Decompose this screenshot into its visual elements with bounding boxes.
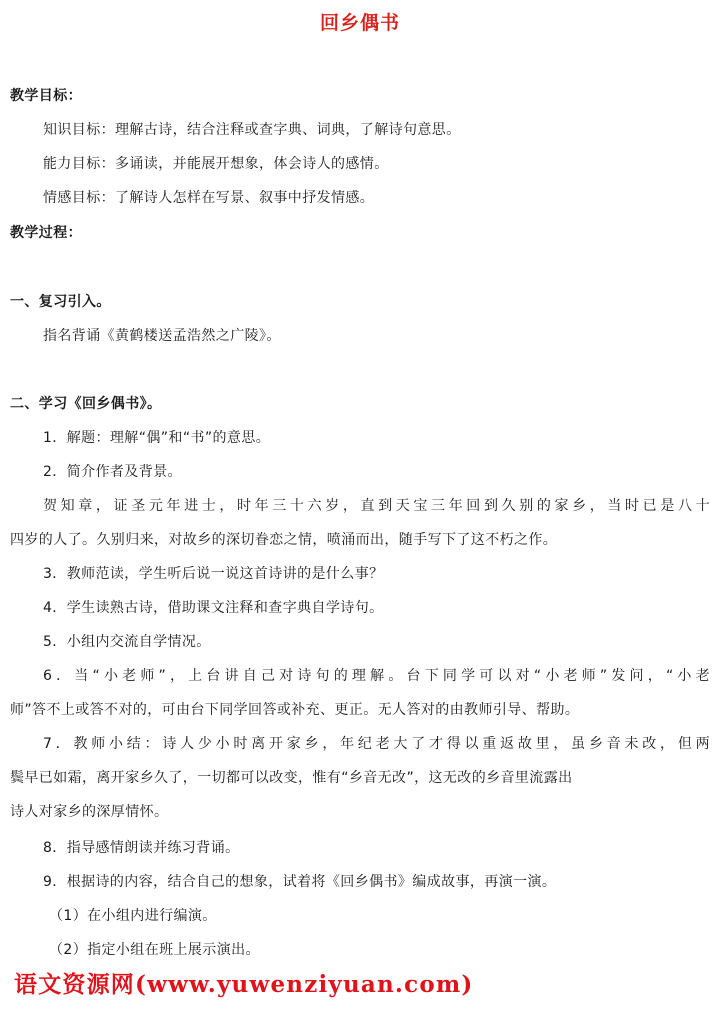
background-line-2: 四岁的人了。久别归来，对故乡的深切眷恋之情，喷涌而出，随手写下了这不朽之作。	[10, 532, 558, 548]
step-3: 3．教师范读，学生听后说一说这首诗讲的是什么事？	[43, 566, 384, 582]
section2-heading: 二、学习《回乡偶书》。	[10, 396, 162, 412]
step-7-line-3: 诗人对家乡的深厚情怀。	[10, 804, 169, 820]
page-title: 回乡偶书	[319, 12, 400, 34]
step-9-sub-1: （1）在小组内进行编演。	[49, 908, 217, 924]
process-heading: 教学过程：	[10, 225, 82, 241]
section1-text: 指名背诵《黄鹤楼送孟浩然之广陵》。	[43, 328, 281, 344]
goal-knowledge: 知识目标：理解古诗，结合注释或查字典、词典，了解诗句意思。	[43, 122, 461, 138]
site-watermark-link[interactable]: 语文资源网(www.yuwenziyuan.com)	[14, 971, 474, 998]
step-4: 4．学生读熟古诗，借助课文注释和查字典自学诗句。	[43, 600, 384, 616]
step-9-sub-2: （2）指定小组在班上展示演出。	[49, 942, 260, 958]
step-7-line-2: 鬓早已如霜，离开家乡久了，一切都可以改变，惟有“乡音无改”，这无改的乡音里流露出	[10, 770, 573, 786]
step-9: 9．根据诗的内容，结合自己的想象，试着将《回乡偶书》编成故事，再演一演。	[43, 874, 557, 890]
step-6-line-1: 6．当“小老师”，上台讲自己对诗句的理解。台下同学可以对“小老师”发问，“小老	[43, 668, 710, 684]
step-1: 1．解题：理解“偶”和“书”的意思。	[43, 430, 271, 446]
step-6-line-2: 师”答不上或答不对的，可由台下同学回答或补充、更正。无人答对的由教师引导、帮助。	[10, 702, 580, 718]
step-8: 8．指导感情朗读并练习背诵。	[43, 840, 240, 856]
section1-heading: 一、复习引入。	[10, 294, 111, 310]
goal-ability: 能力目标：多诵读，并能展开想象，体会诗人的感情。	[43, 156, 389, 172]
goal-emotion: 情感目标：了解诗人怎样在写景、叙事中抒发情感。	[43, 190, 375, 206]
background-line-1: 贺知章，证圣元年进士，时年三十六岁，直到天宝三年回到久别的家乡，当时已是八十	[43, 498, 710, 514]
step-7-line-1: 7．教师小结：诗人少小时离开家乡，年纪老大了才得以重返故里，虽乡音未改，但两	[43, 736, 710, 752]
step-5: 5．小组内交流自学情况。	[43, 634, 211, 650]
goals-heading: 教学目标：	[10, 88, 82, 104]
step-2: 2．简介作者及背景。	[43, 464, 182, 480]
